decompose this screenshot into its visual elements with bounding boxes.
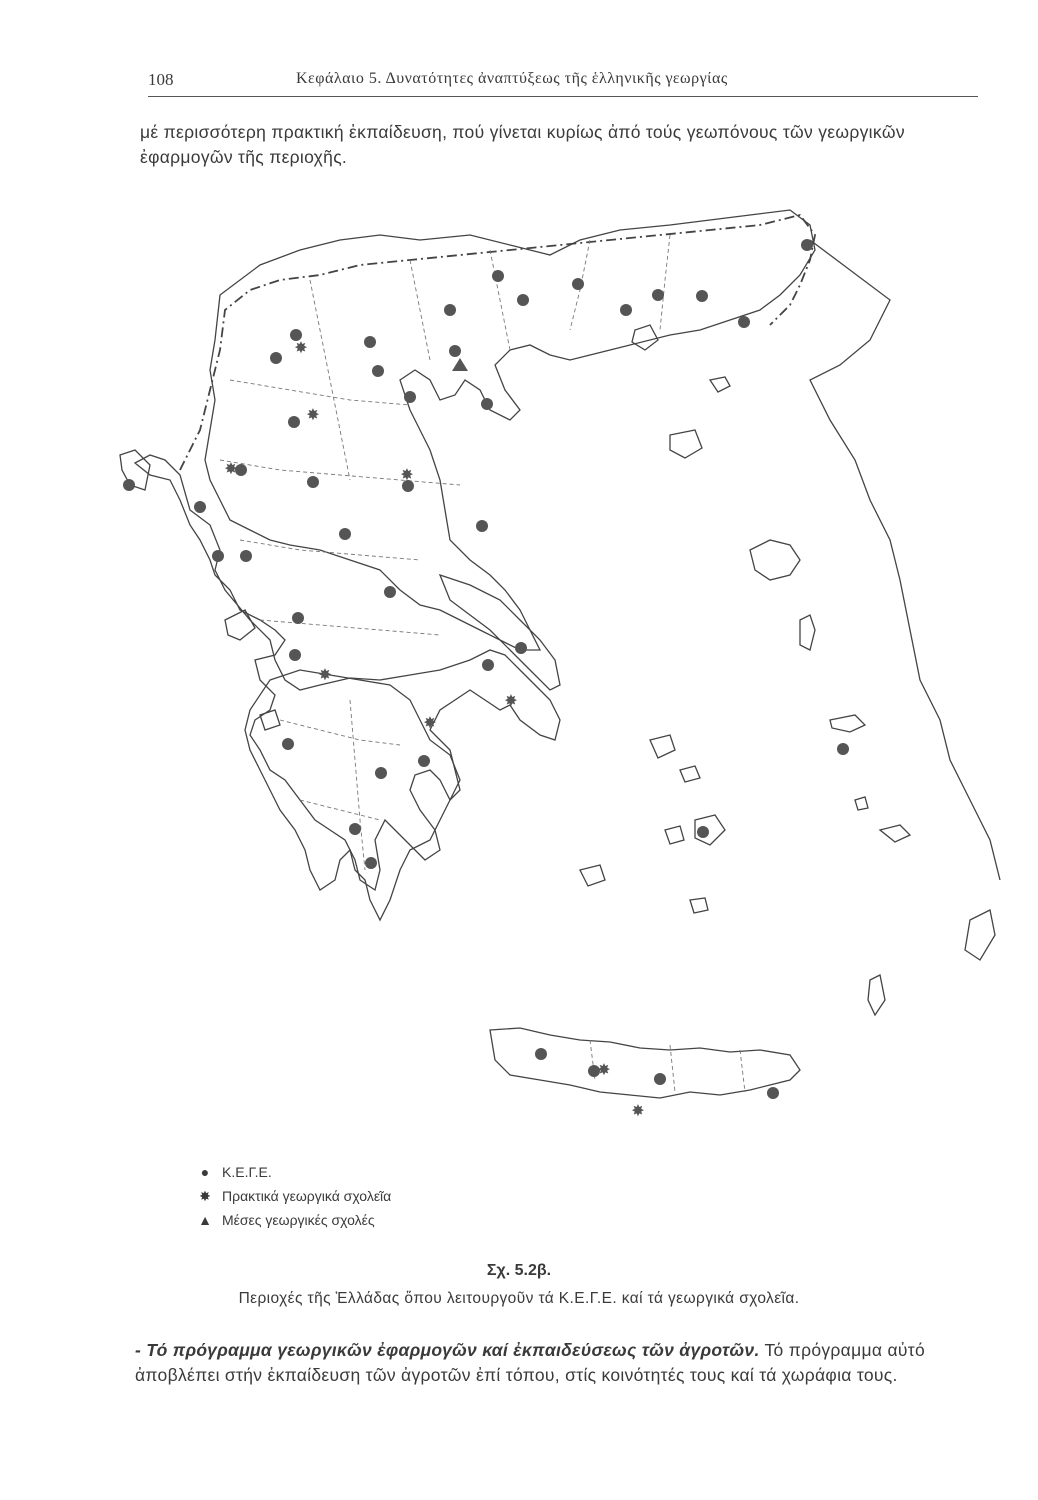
kege-markers <box>123 239 849 1099</box>
closing-text: Τό πρόγραμμα αὐτό ἀποβλέπει στήν ἐκπαίδευση τῶν ἀγροτῶν ἐπί τόπου, στίς κοινότητές τους καί τά χωράφια τους. <box>135 1340 925 1385</box>
star-marker: ✸ <box>423 713 437 732</box>
euboea-outline <box>440 575 560 690</box>
leros-outline <box>855 797 868 810</box>
legend-item-practical-schools <box>198 1184 391 1208</box>
triangle-marker-icon: ▲ <box>198 1212 212 1228</box>
karpathos-outline <box>868 975 885 1015</box>
star-marker: ✸ <box>294 338 308 357</box>
practical-school-markers <box>224 338 644 1120</box>
secondary-school-marker <box>452 358 468 371</box>
kege-marker <box>517 294 529 306</box>
legend-label: Κ.Ε.Γ.Ε. <box>222 1164 272 1180</box>
kos-outline <box>880 825 910 842</box>
kege-marker <box>365 857 377 869</box>
figure-label: Σχ. 5.2β. <box>486 1262 552 1279</box>
page-header <box>148 64 978 97</box>
coastline <box>120 210 1000 1098</box>
kege-marker <box>620 304 632 316</box>
kege-marker <box>375 767 387 779</box>
kefalonia-outline <box>225 610 255 640</box>
paros-outline <box>665 826 684 844</box>
north-outline <box>205 210 815 650</box>
kege-marker <box>652 289 664 301</box>
legend-label: Πρακτικά γεωργικά σχολεῖα <box>222 1188 392 1204</box>
map-svg <box>110 180 1010 1140</box>
kege-marker <box>449 345 461 357</box>
peloponnese-outline <box>245 670 460 920</box>
map-legend <box>198 1160 391 1232</box>
kege-marker <box>123 479 135 491</box>
zakynthos-outline <box>260 710 280 730</box>
kege-marker <box>307 476 319 488</box>
samos-outline <box>830 715 865 732</box>
kege-marker <box>837 743 849 755</box>
kege-marker <box>482 659 494 671</box>
greece-map <box>110 180 1010 1140</box>
star-marker: ✸ <box>597 1060 611 1079</box>
kege-marker <box>481 398 493 410</box>
kege-marker <box>270 352 282 364</box>
kege-marker <box>364 336 376 348</box>
lemnos-outline <box>670 430 702 458</box>
running-title: Κεφάλαιο 5. Δυνατότητες ἀναπτύξεως τῆς ἑλληνικῆς γεωργίας <box>296 70 728 87</box>
legend-item-secondary-schools <box>198 1208 391 1232</box>
national-border <box>180 215 815 470</box>
kege-marker <box>288 416 300 428</box>
kege-marker <box>339 528 351 540</box>
star-marker: ✸ <box>631 1101 645 1120</box>
kege-marker <box>654 1073 666 1085</box>
santorini-outline <box>690 898 708 913</box>
kege-marker <box>292 612 304 624</box>
turkey-coast <box>810 240 1000 880</box>
kege-marker <box>444 304 456 316</box>
kege-marker <box>418 755 430 767</box>
star-marker: ✸ <box>306 405 320 424</box>
kege-marker <box>535 1048 547 1060</box>
star-marker: ✸ <box>400 465 414 484</box>
thasos-outline <box>632 325 658 350</box>
crete-outline <box>490 1028 800 1098</box>
kege-marker <box>194 501 206 513</box>
star-marker-icon: ✸ <box>199 1188 211 1204</box>
mainland-outline <box>135 455 560 890</box>
kege-marker <box>240 550 252 562</box>
star-marker: ✸ <box>318 665 332 684</box>
kege-marker <box>372 365 384 377</box>
kege-marker <box>384 586 396 598</box>
andros-outline <box>650 735 675 758</box>
kege-marker <box>349 823 361 835</box>
star-marker: ✸ <box>504 691 518 710</box>
kege-marker <box>767 1087 779 1099</box>
lesvos-outline <box>750 540 800 580</box>
chios-outline <box>800 615 815 650</box>
kege-marker <box>212 550 224 562</box>
kege-marker <box>282 738 294 750</box>
legend-item-kege <box>198 1160 391 1184</box>
closing-paragraph <box>135 1338 985 1388</box>
kege-marker <box>696 290 708 302</box>
star-marker: ✸ <box>224 459 238 478</box>
rhodes-outline <box>965 910 995 960</box>
kege-marker <box>738 316 750 328</box>
kege-marker <box>697 826 709 838</box>
kege-marker <box>572 278 584 290</box>
kege-marker <box>492 270 504 282</box>
closing-lead: - Τό πρόγραμμα γεωργικῶν ἐφαρμογῶν καί ἐκπαιδεύσεως τῶν ἀγροτῶν. <box>135 1340 760 1360</box>
tinos-outline <box>680 766 700 782</box>
circle-marker-icon: ● <box>200 1164 210 1180</box>
figure-caption: Περιοχές τῆς Ἑλλάδας ὅπου λειτουργοῦν τά Κ.Ε.Γ.Ε. καί τά γεωργικά σχολεῖα. <box>238 1290 800 1307</box>
kege-marker <box>476 520 488 532</box>
page-number: 108 <box>148 70 174 89</box>
legend-label: Μέσες γεωργικές σχολές <box>222 1212 375 1228</box>
intro-paragraph: μέ περισσότερη πρακτική ἐκπαίδευση, πού γίνεται κυρίως ἀπό τούς γεωπόνους τῶν γεωργικῶν ἐφαρμογῶν τῆς περιοχῆς. <box>140 122 905 167</box>
samothrace-outline <box>710 377 730 392</box>
milos-outline <box>580 865 605 886</box>
kege-marker <box>404 391 416 403</box>
kege-marker <box>515 642 527 654</box>
kege-marker <box>289 649 301 661</box>
kege-marker <box>801 239 813 251</box>
